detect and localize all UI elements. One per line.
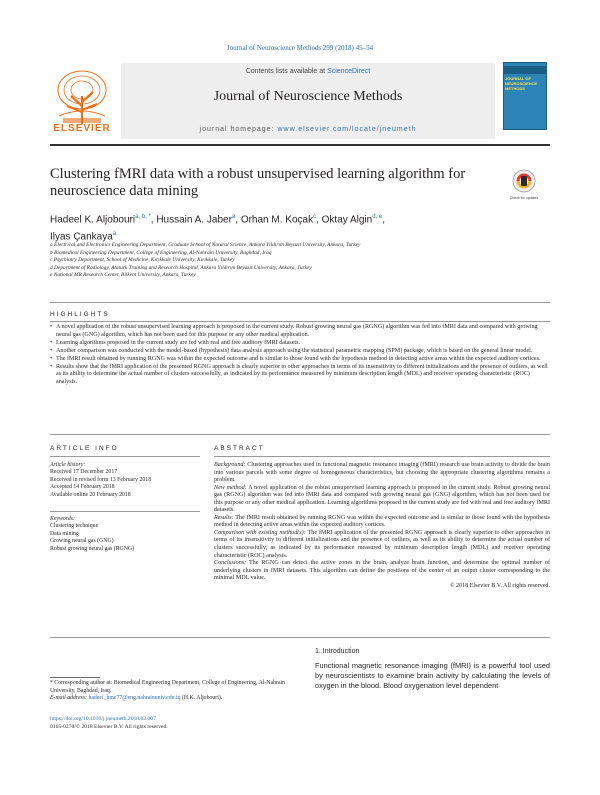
affiliation-list — [50, 242, 550, 280]
author-affil-mark[interactable]: a, b, * — [135, 214, 151, 220]
author[interactable]: Orhan M. Koçak — [240, 214, 314, 226]
highlight-item: • A novel application of the robust unsupervised learning approach is proposed in the current study. Robust growing neural gas (RGNG) algorithm was fed into fMRI data and compared with growing neural gas (GNG) algorithm, which has not been used for this purpose or any other medical application. — [50, 324, 550, 339]
section-divider — [50, 321, 550, 322]
affiliation: a Electrical and Electronics Engineering Department, Graduate School of Natural Science, Ankara Yıldırım Beyazıt University, Ankara, Turkey — [50, 242, 361, 248]
highlight-item: • The fMRI result obtained by running RGNG was within the expected outcome and is similar to those found with the hypothesis method in detecting active areas within the expected auditory cortices. — [50, 356, 550, 364]
keyword: Growing neural gas (GNG) — [50, 538, 114, 545]
abstract-label: Comparison with existing method(s): — [214, 529, 306, 536]
author[interactable]: Hadeel K. Aljobouri — [50, 214, 136, 226]
author-affil-mark[interactable]: c — [313, 214, 317, 220]
abstract-label: Conclusions: — [214, 560, 247, 567]
author-affil-mark[interactable]: a — [231, 214, 236, 220]
history-date: Accepted 14 February 2018 — [50, 484, 115, 491]
author-affil-mark[interactable]: d, e — [372, 214, 383, 220]
abstract-body — [214, 462, 550, 590]
introduction-heading: 1. Introduction — [315, 648, 360, 655]
author[interactable]: Oktay Algin — [321, 214, 373, 226]
history-date: Received 17 December 2017 — [50, 469, 118, 476]
abstract-heading: ABSTRACT — [214, 445, 265, 452]
abstract-text: The RGNG can detect the active zones in the brain, analyze brain function, and determine the optimal number of underlying clusters in fMRI datasets. This algorithm can define the positions of the center of an output cluster corresponding to the minimal MDL value. — [214, 560, 550, 582]
keywords-label: Keywords: — [50, 516, 75, 522]
corresponding-note: * Corresponding author at: Biomedical Engineering Department, College of Engineering, Al-Nahrain University, Baghdad, Iraq. — [50, 680, 286, 694]
affiliation: d Department of Radiology, Ataturk Training and Research Hospital, Ankara Yıldırım Beyazıt University, Ankara, Turkey — [50, 264, 312, 271]
history-label: Article history: — [50, 462, 86, 468]
homepage-link[interactable]: www.elsevier.com/locate/jneumeth — [277, 126, 417, 133]
abstract-conclusions — [214, 560, 550, 583]
history-date: Received in revised form 13 February 2018 — [50, 476, 152, 483]
keyword: Data mining — [50, 530, 79, 537]
keyword: Robust growing neural gas (RGNG) — [50, 545, 135, 552]
email-link[interactable]: hadeel_bme77@eng.nahrainuniv.edu.iq — [88, 695, 181, 701]
abstract-text: The fMRI application of the presented RGNG approach is clearly superior to other approaches in terms of its insensitivity to different initializations and the presence of outliers, as well as its ability to determine the actual number of clusters successfully, as indicated by its performance measured by minimum description length (MDL) and receiver operating characteristic (ROC) analysis. — [214, 529, 550, 559]
author-list: Hadeel K. Aljobouri$^{a, b, *}$, Hussain A. Jaber$^a$, Orhan M. Koçak$^c$, Oktay Algin$^{d, e}$, Ilyas Çankaya$^a$ — [50, 214, 386, 243]
abstract-background — [214, 462, 550, 485]
abstract-label: Results: — [214, 514, 234, 521]
affiliation: e National MR Research Center, Bilkent University, Ankara, Turkey — [50, 272, 196, 279]
history-date: Available online 20 February 2018 — [50, 491, 131, 498]
highlights-heading: HIGHLIGHTS — [50, 311, 110, 318]
journal-cover-text: JOURNAL OF NEUROSCIENCE METHODS — [505, 76, 538, 91]
abstract-label: Background: — [214, 462, 246, 468]
email-label: E-mail address: — [50, 695, 89, 701]
keywords — [50, 516, 200, 553]
journal-reference[interactable]: Journal of Neuroscience Methods 299 (2018) 45–54 — [226, 44, 374, 52]
section-divider — [50, 637, 550, 638]
highlight-item: • Learning algorithms proposed in the current study are fed with real and free auditory fMRI datasets. — [50, 340, 550, 348]
affiliation: c Psychiatry Department, School of Medicine, Kırıkkale University, Kırıkkale, Turkey — [50, 257, 235, 264]
section-divider — [50, 302, 550, 303]
email-suffix: (H.K. Aljobouri). — [180, 695, 223, 701]
abstract-copyright: © 2018 Elsevier B.V. All rights reserved. — [449, 582, 550, 589]
highlights-list — [50, 324, 550, 387]
introduction-text: Functional magnetic resonance imaging (fMRI) is a powerful tool used by neuroscientists to examine brain activity by calculating the levels of oxygen in the blood. Blood oxygenation level dependent — [315, 661, 550, 690]
publisher-name: ELSEVIER — [53, 123, 111, 134]
corresponding-author-footnote — [50, 680, 300, 703]
abstract-new-method — [214, 485, 550, 515]
section-divider — [50, 434, 550, 435]
footnote-divider — [50, 677, 100, 678]
email-line — [50, 695, 300, 703]
affiliation: b Biomedical Engineering Department, College of Engineering, Al-Nahrain University, Baghdad, Iraq — [50, 249, 272, 256]
author-affil-mark[interactable]: a — [112, 231, 117, 238]
doi-block — [50, 716, 300, 731]
abstract-comparison — [214, 530, 550, 560]
issn-line: 0165-0270/© 2018 Elsevier B.V. All rights reserved. — [50, 723, 168, 730]
check-for-updates-label[interactable]: Check for updates — [509, 196, 539, 200]
journal-homepage — [121, 126, 495, 133]
contents-line — [121, 68, 495, 75]
homepage-prefix: journal homepage: — [199, 126, 278, 133]
highlight-item: • Results show that the fMRI application of the presented RGNG approach is clearly superior to other approaches in terms of its insensitivity to different initializations and the presence of outliers, as well as its ability to determine the actual number of clusters successfully, as indicated by its performance measured by minimum description length (MDL) and receiver operating characteristic (ROC) analysis. — [50, 364, 550, 387]
section-divider — [214, 456, 550, 457]
keyword: Clustering technique — [50, 523, 99, 530]
journal-cover-band — [503, 66, 547, 74]
header-divider — [50, 144, 550, 146]
contents-prefix: Contents lists available at — [245, 68, 328, 75]
doi-link[interactable]: https://doi.org/10.1016/j.jneumeth.2018.02.007 — [50, 716, 156, 722]
highlight-item: • Another comparison was conducted with the model-based (hypothesis) data analysis approach using the statistical parametric mapping (SPM) package, which is based on the general linear model. — [50, 348, 550, 356]
sciencedirect-link[interactable]: ScienceDirect — [327, 68, 371, 75]
paper-title: Clustering fMRI data with a robust unsupervised learning algorithm for neuroscience data mining — [50, 166, 466, 199]
abstract-text: A novel application of the robust unsupervised learning approach is proposed in the current study. Robust growing neural gas (RGNG) algorithm was fed into fMRI data and compared with growing neural gas (GNG) algorithm, which has not been used for this purpose or any other medical application. Learning algorithms proposed in the current study are fed with real and free auditory fMRI datasets. — [214, 484, 551, 514]
author[interactable]: Hussain A. Jaber — [156, 214, 232, 226]
author[interactable]: Ilyas Çankaya — [50, 231, 113, 243]
article-info-heading: ARTICLE INFO — [50, 445, 119, 452]
abstract-text: Clustering approaches used in functional magnetic resonance imaging (fMRI) research use brain activity to divide the brain into various parcels with some degree of homogeneous characteristics, but choosing the appropriate clustering algorithms remains a problem. — [214, 462, 550, 484]
abstract-results — [214, 515, 550, 530]
section-divider — [50, 456, 200, 457]
abstract-text: The fMRI result obtained by running RGNG was within the expected outcome and is similar to those found with the hypothesis method in detecting active areas within the expected auditory cortices. — [214, 514, 551, 529]
abstract-label: New method: — [214, 484, 247, 491]
article-history — [50, 462, 200, 499]
journal-title: Journal of Neuroscience Methods — [213, 89, 403, 104]
section-divider — [50, 511, 200, 512]
